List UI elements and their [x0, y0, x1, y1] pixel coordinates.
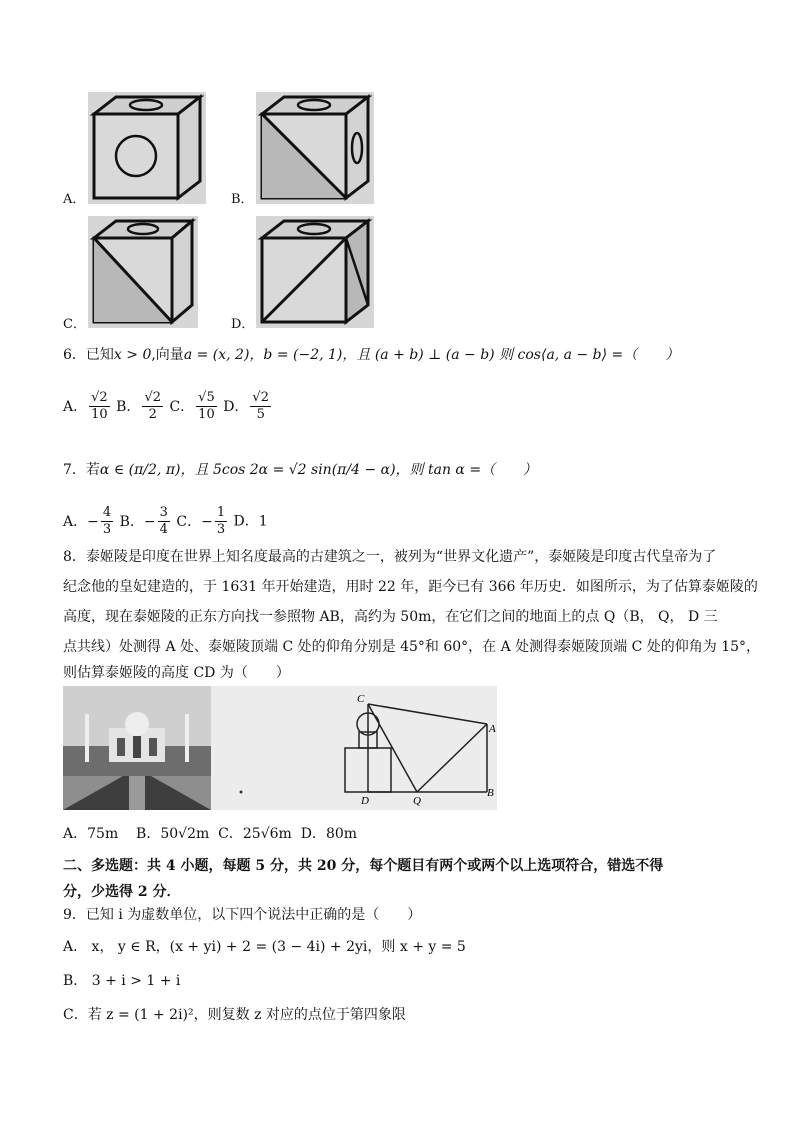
q5-option-a-label: A．: [63, 192, 86, 207]
q8-line-3: 高度，现在泰姬陵的正东方向找一参照物 AB，高约为 50m，在它们之间的地面上的点 Q（B， Q， D 三: [63, 609, 718, 625]
q7-stem-prefix: 7．若: [63, 462, 100, 478]
q6-stem-prefix: 6．已知: [63, 347, 114, 363]
q8-line-4: 点共线）处测得 A 处、泰姬陵顶端 C 处的仰角分别是 45°和 60°，在 A 处测得泰姬陵顶端 C 处的仰角为 15°，: [63, 639, 761, 655]
q7-option-b[interactable]: B．− $\frac{3}{4}$: [119, 505, 168, 537]
q6-vector-label: ,向量: [151, 347, 184, 363]
q8-option-b[interactable]: B．50√2m: [136, 826, 210, 842]
q7-option-d[interactable]: D．1: [233, 513, 268, 530]
q9-stem: 9．已知 i 为虚数单位，以下四个说法中正确的是（ ）: [63, 907, 422, 923]
q8-options: [63, 824, 357, 844]
diagram-label-q: Q: [413, 795, 421, 807]
q7-stem: [63, 460, 537, 480]
q6-options: [63, 390, 273, 423]
q6-condition: x > 0: [113, 347, 152, 363]
q8-option-c[interactable]: C．25√6m: [218, 826, 292, 842]
q6-vector-expr: a = (x, 2)，b = (−2, 1)，且 (a + b) ⊥ (a − b) 则 cos⟨a, a − b⟩ =（ ）: [183, 347, 680, 363]
q9-option-b[interactable]: B． 3 + i > 1 + i: [63, 973, 181, 989]
diagram-label-d: D: [361, 795, 369, 807]
q5-option-c-cube: [88, 216, 198, 328]
diagram-label-b: B: [487, 787, 494, 799]
q9-option-c[interactable]: C．若 z = (1 + 2i)²，则复数 z 对应的点位于第四象限: [63, 1007, 406, 1023]
q6-option-c[interactable]: C． $\frac{√5}{10}$: [169, 390, 215, 422]
q9-option-a[interactable]: A． x， y ∈ R，(x + yi) + 2 = (3 − 4i) + 2yi，则 x + y = 5: [63, 939, 466, 955]
q8-option-a[interactable]: A．75m: [63, 826, 119, 842]
q6-option-b[interactable]: B． $\frac{√2}{2}$: [116, 390, 161, 422]
q8-figure: [63, 686, 497, 810]
diagram-label-a: A: [489, 723, 496, 735]
q5-option-b-cube: [256, 92, 374, 204]
q6-option-d[interactable]: D． $\frac{√2}{5}$: [223, 390, 269, 422]
q8-option-d[interactable]: D．80m: [300, 826, 358, 842]
q8-line-5: 则估算泰姬陵的高度 CD 为（ ）: [63, 665, 290, 681]
q8-photo-and-diagram: [63, 686, 497, 810]
q5-option-a-cube: [88, 92, 206, 204]
q5-option-b-label: B．: [231, 192, 254, 207]
q5-option-d-cube: [256, 216, 374, 328]
section-2-heading-line-1: 二、多选题：共 4 小题，每题 5 分，共 20 分，每个题目有两个或两个以上选项符合，错选不得: [63, 858, 664, 874]
section-2-heading-line-2: 分，少选得 2 分．: [63, 884, 181, 900]
q8-line-2: 纪念他的皇妃建造的，于 1631 年开始建造，用时 22 年，距今已有 366 年历史．如图所示，为了估算泰姬陵的: [63, 579, 758, 595]
q8-line-1: 8．泰姬陵是印度在世界上知名度最高的古建筑之一，被列为“世界文化遗产”，泰姬陵是印度古代皇帝为了: [63, 549, 717, 565]
q6-option-a[interactable]: A． $\frac{√2}{10}$: [63, 390, 108, 422]
q7-option-c[interactable]: C．− $\frac{1}{3}$: [176, 505, 226, 537]
diagram-label-c: C: [357, 693, 365, 705]
q5-option-c-label: C．: [63, 317, 86, 332]
q5-option-d-label: D．: [231, 317, 255, 332]
q7-expr: α ∈ (π/2, π)，且 5cos 2α = √2 sin(π/4 − α)，则 tan α =（ ）: [99, 462, 538, 478]
q7-options: [63, 505, 268, 538]
q7-option-a[interactable]: A．− $\frac{4}{3}$: [63, 505, 112, 537]
q6-stem: [63, 345, 679, 365]
